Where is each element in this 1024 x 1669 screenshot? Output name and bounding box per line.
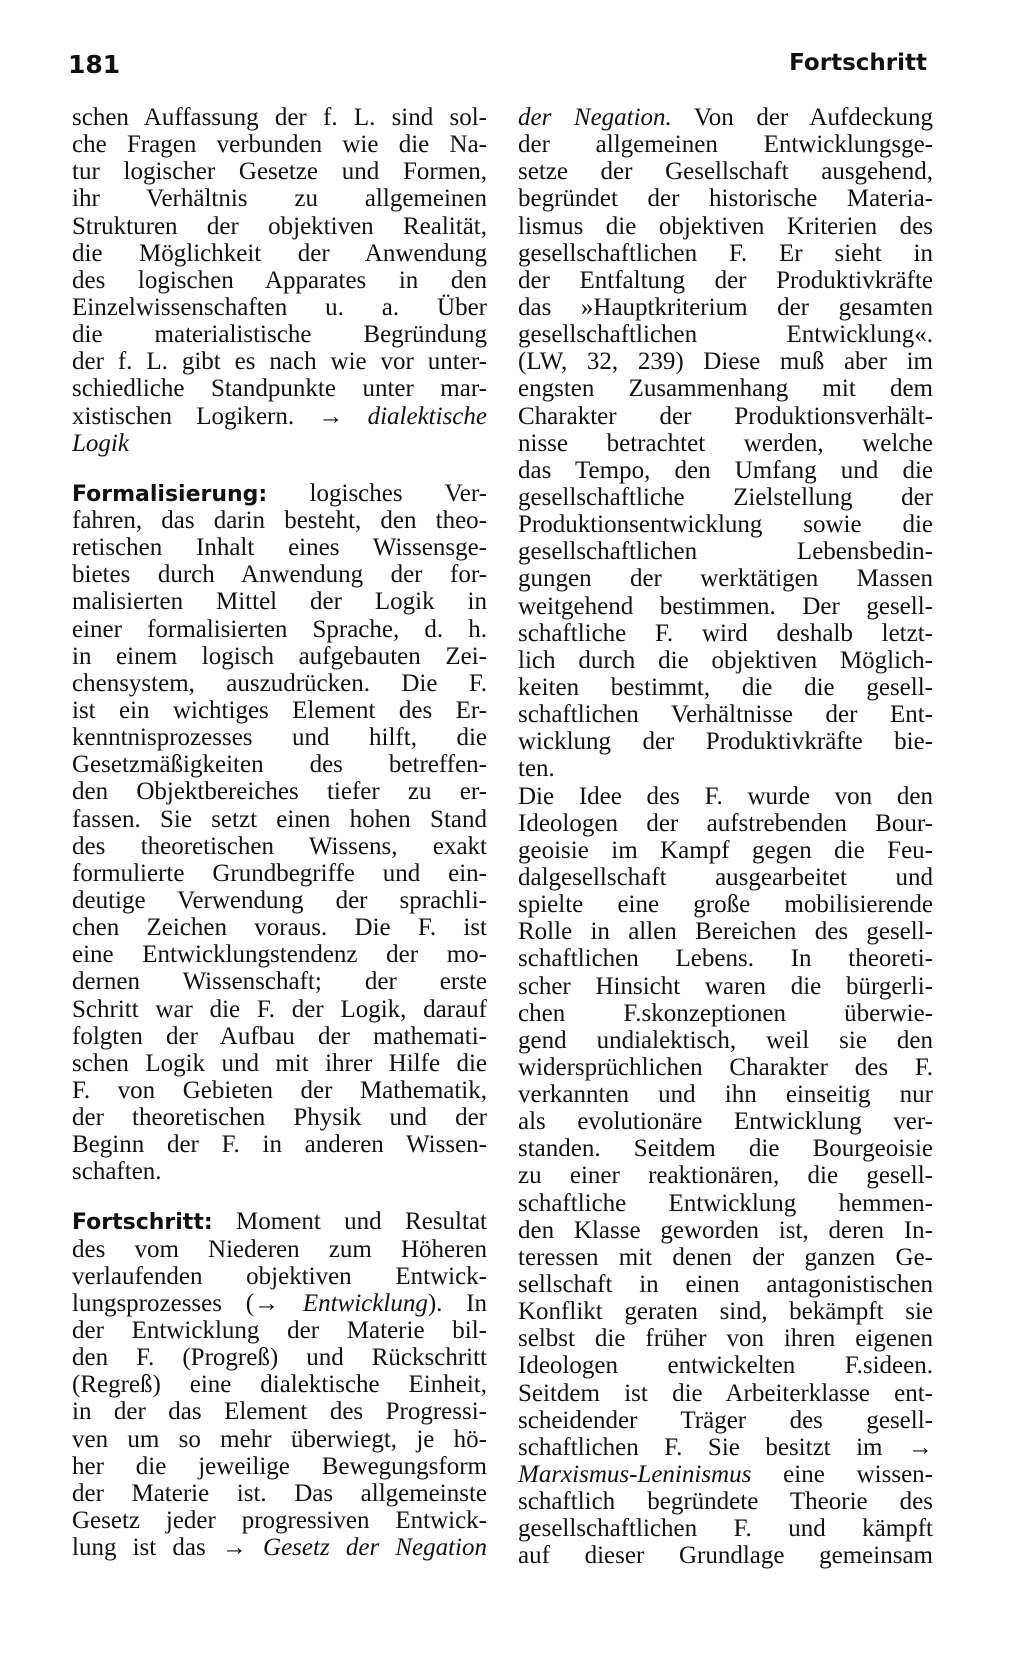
text-line: der f. L. gibt es nach wie vor unter- [72, 348, 487, 376]
text-segment: eine wissen- [751, 1461, 933, 1489]
text-line: der Materie ist. Das allgemeinste [72, 1479, 487, 1507]
entry-fortschritt [72, 1208, 487, 1561]
cross-reference-dialektische-logik[interactable]: → dialektische [318, 402, 487, 430]
text-line: Rolle in allen Bereichen des gesell- [518, 918, 933, 946]
text-line: (Regreß) eine dialektische Einheit, [72, 1371, 487, 1399]
text-segment: xistischen Logikern. [72, 402, 295, 430]
text-line: lismus die objektiven Kriterien des [518, 212, 933, 240]
text-line: eine Entwicklungstendenz der mo- [72, 941, 487, 969]
text-line: Seitdem ist die Arbeiterklasse ent- [518, 1379, 933, 1407]
text-line: begründet der historische Materia- [518, 185, 933, 213]
entry-formalisierung [72, 480, 487, 1186]
text-line: schaftliche Entwicklung hemmen- [518, 1189, 933, 1217]
text-line: chen F.skonzeptionen überwie- [518, 999, 933, 1027]
text-line: gesellschaftliche Zielstellung der [518, 483, 933, 511]
text-line: chensystem, auszudrücken. Die F. [72, 669, 487, 697]
running-head: Fortschritt [789, 50, 927, 76]
text-segment: Moment und Resultat [212, 1208, 487, 1236]
text-line: fahren, das darin besteht, den theo- [72, 506, 487, 534]
text-line: verkannten und ihn einseitig nur [518, 1081, 933, 1109]
text-line: gesellschaftlichen F. und kämpft [518, 1515, 933, 1543]
text-line: die materialistische Begründung [72, 321, 487, 349]
text-line: Gesetz jeder progressiven Entwick- [72, 1507, 487, 1535]
text-segment: lung ist das [72, 1534, 222, 1562]
text-line: zu einer reaktionären, die gesell- [518, 1162, 933, 1190]
text-segment: ). In [427, 1289, 487, 1317]
text-line: malisierten Mittel der Logik in [72, 588, 487, 616]
cross-reference-continuation[interactable]: Logik [72, 429, 129, 457]
right-column [518, 104, 933, 1570]
text-line: Ideologen der aufstrebenden Bour- [518, 809, 933, 837]
text-line: che Fragen verbunden wie die Na- [72, 131, 487, 159]
text-line [72, 1290, 487, 1317]
text-line: gesellschaftlichen F. Er sieht in [518, 239, 933, 267]
text-line: gungen der werktätigen Massen [518, 565, 933, 593]
text-segment: logisches Ver- [267, 479, 487, 507]
text-line: schaftlichen Lebens. In theoreti- [518, 945, 933, 973]
text-line: Gesetzmäßigkeiten des betreffen- [72, 751, 487, 779]
text-line [518, 1461, 933, 1488]
text-line: retischen Inhalt eines Wissensge- [72, 534, 487, 562]
text-line: ihr Verhältnis zu allgemeinen [72, 185, 487, 213]
text-line: schen Auffassung der f. L. sind sol- [72, 104, 487, 131]
text-line: engsten Zusammenhang mit dem [518, 375, 933, 403]
cross-reference-entwicklung[interactable]: → Entwicklung [254, 1289, 428, 1317]
text-line: den Klasse geworden ist, deren In- [518, 1216, 933, 1244]
text-line: geoisie im Kampf gegen die Feu- [518, 836, 933, 864]
text-line: lich durch die objektiven Möglich- [518, 646, 933, 674]
text-line: in einem logisch aufgebauten Zei- [72, 642, 487, 670]
headword-formalisierung: Formalisierung: [72, 481, 268, 507]
text-line [518, 104, 933, 131]
text-line: schaftliche F. wird deshalb letzt- [518, 619, 933, 647]
text-line: bietes durch Anwendung der for- [72, 561, 487, 589]
text-line: wicklung der Produktivkräfte bie- [518, 728, 933, 756]
text-line: dalgesellschaft ausgearbeitet und [518, 863, 933, 891]
text-line: schen Logik und mit ihrer Hilfe die [72, 1049, 487, 1077]
text-line: das Tempo, den Umfang und die [518, 456, 933, 484]
text-line: scher Hinsicht waren die bürgerli- [518, 972, 933, 1000]
text-line: deutige Verwendung der sprachli- [72, 886, 487, 914]
text-line: ven um so mehr überwiegt, je hö- [72, 1425, 487, 1453]
text-line: des theoretischen Wissens, exakt [72, 832, 487, 860]
text-line: Die Idee des F. wurde von den [518, 782, 933, 810]
text-line: den Objektbereiches tiefer zu er- [72, 778, 487, 806]
text-line: widersprüchlichen Charakter des F. [518, 1053, 933, 1081]
text-line: Strukturen der objektiven Realität, [72, 212, 487, 240]
text-line: in der das Element des Progressi- [72, 1398, 487, 1426]
text-segment: lungsprozesses ( [72, 1289, 255, 1317]
text-line: verlaufenden objektiven Entwick- [72, 1262, 487, 1290]
headword-fortschritt: Fortschritt: [72, 1210, 213, 1236]
text-line: der allgemeinen Entwicklungsge- [518, 131, 933, 159]
text-line: fassen. Sie setzt einen hohen Stand [72, 805, 487, 833]
text-line: dernen Wissenschaft; der erste [72, 968, 487, 996]
text-line: tur logischer Gesetze und Formen, [72, 158, 487, 186]
text-line: Konflikt geraten sind, bekämpft sie [518, 1298, 933, 1326]
text-line: gesellschaftlichen Entwicklung«. [518, 321, 933, 349]
text-segment: Von der Aufdeckung [671, 104, 933, 131]
text-line: schaftlichen Verhältnisse der Ent- [518, 701, 933, 729]
text-line: scheidender Träger des gesell- [518, 1406, 933, 1434]
text-line: her die jeweilige Bewegungsform [72, 1452, 487, 1480]
text-line: chen Zeichen voraus. Die F. ist [72, 914, 487, 942]
page-header [68, 50, 927, 84]
text-line [72, 1208, 487, 1235]
text-line: Einzelwissenschaften u. a. Über [72, 293, 487, 321]
text-line: folgten der Aufbau der mathemati- [72, 1022, 487, 1050]
text-line: Ideologen entwickelten F.sideen. [518, 1352, 933, 1380]
text-line: der Entwicklung der Materie bil- [72, 1317, 487, 1345]
text-line: Produktionsentwicklung sowie die [518, 511, 933, 539]
text-line: schaften. [72, 1158, 162, 1186]
text-line: gesellschaftlichen Lebensbedin- [518, 538, 933, 566]
text-line [72, 430, 487, 457]
text-line: weitgehend bestimmen. Der gesell- [518, 592, 933, 620]
text-line: den F. (Progreß) und Rückschritt [72, 1344, 487, 1372]
text-line: des logischen Apparates in den [72, 266, 487, 294]
text-line: gend undialektisch, weil sie den [518, 1026, 933, 1054]
text-line: ist ein wichtiges Element des Er- [72, 696, 487, 724]
cross-reference-continuation[interactable]: der Negation. [518, 104, 672, 131]
text-line [72, 1534, 487, 1561]
intro-paragraph [72, 104, 487, 457]
text-line: selbst die früher von ihren eigenen [518, 1325, 933, 1353]
text-line: spielte eine große mobilisierende [518, 891, 933, 919]
text-line: schaftlichen F. Sie besitzt im → [518, 1433, 933, 1461]
text-line: nisse betrachtet werden, welche [518, 429, 933, 457]
text-line: schiedliche Standpunkte unter mar- [72, 375, 487, 403]
text-line: keiten bestimmt, die die gesell- [518, 673, 933, 701]
page-number: 181 [68, 50, 121, 79]
text-line: des vom Niederen zum Höheren [72, 1235, 487, 1263]
text-line [72, 403, 487, 430]
text-line: als evolutionäre Entwicklung ver- [518, 1108, 933, 1136]
paragraph-gap [72, 457, 487, 480]
text-line: standen. Seitdem die Bourgeoisie [518, 1135, 933, 1163]
text-line: F. von Gebieten der Mathematik, [72, 1076, 487, 1104]
text-line: die Möglichkeit der Anwendung [72, 239, 487, 267]
text-line: Beginn der F. in anderen Wissen- [72, 1131, 487, 1159]
text-line: teressen mit denen der ganzen Ge- [518, 1243, 933, 1271]
text-line: einer formalisierten Sprache, d. h. [72, 615, 487, 643]
text-line: setze der Gesellschaft ausgehend, [518, 158, 933, 186]
text-line: Schritt war die F. der Logik, darauf [72, 995, 487, 1023]
text-line: kenntnisprozesses und hilft, die [72, 724, 487, 752]
text-line: der Entfaltung der Produktivkräfte [518, 266, 933, 294]
text-line: auf dieser Grundlage gemeinsam [518, 1542, 933, 1570]
cross-reference-marxismus-leninismus[interactable]: Marxismus-Leninismus [518, 1461, 752, 1489]
text-line: (LW, 32, 239) Diese muß aber im [518, 348, 933, 376]
text-line: Charakter der Produktionsverhält- [518, 402, 933, 430]
paragraph-gap [72, 1185, 487, 1208]
text-line: schaftlich begründete Theorie des [518, 1488, 933, 1516]
text-line: das »Hauptkriterium der gesamten [518, 293, 933, 321]
cross-reference-gesetz-der-negation[interactable]: → Gesetz der Negation [221, 1534, 487, 1562]
left-column [72, 104, 487, 1561]
text-line: sellschaft in einen antagonistischen [518, 1271, 933, 1299]
text-line: ten. [518, 755, 555, 783]
text-line: der theoretischen Physik und der [72, 1104, 487, 1132]
text-line [72, 480, 487, 507]
text-line: formulierte Grundbegriffe und ein- [72, 859, 487, 887]
